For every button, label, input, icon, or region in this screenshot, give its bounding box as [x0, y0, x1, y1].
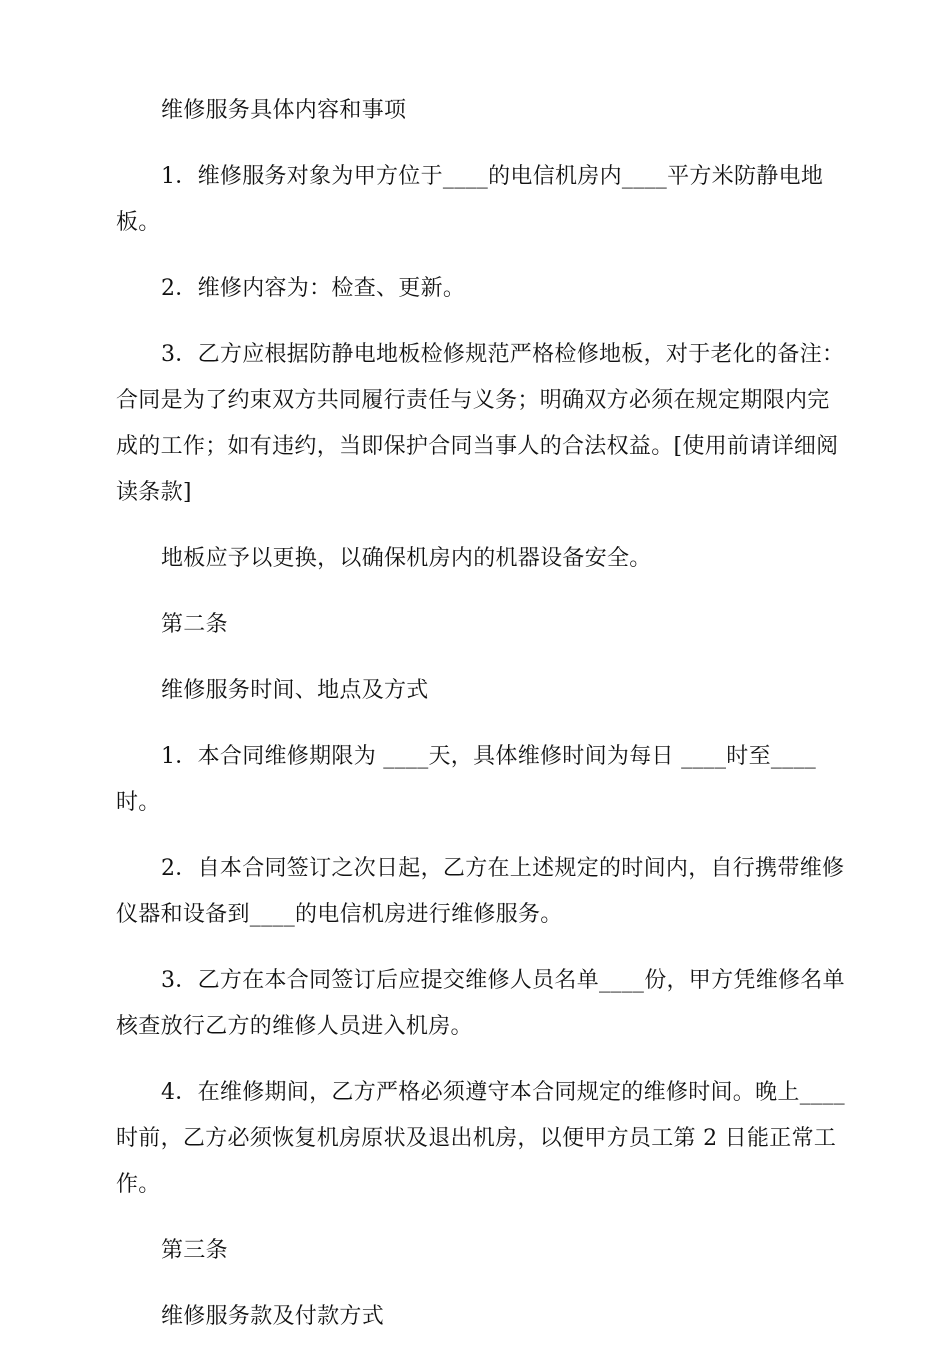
clause-1-service-object: 1．维修服务对象为甲方位于____的电信机房内____平方米防静电地板。	[116, 164, 824, 235]
clause-3-inspection: 3．乙方应根据防静电地板检修规范严格检修地板，对于老化的备注：合同是为了约束双方共同履行责任与义务；明确双方必须在规定期限内完成的工作；如有违约，当即保护合同当事人的合法权益。[使用前请详细阅读条款]	[116, 342, 845, 505]
clause-3-staff-list: 3．乙方在本合同签订后应提交维修人员名单____份，甲方凭维修名单核查放行乙方的维修人员进入机房。	[116, 968, 845, 1039]
section-heading-time-place: 维修服务时间、地点及方式	[161, 678, 429, 703]
document-page	[116, 88, 846, 1360]
clause-2-service-location: 2．自本合同签订之次日起，乙方在上述规定的时间内，自行携带维修仪器和设备到____的电信机房进行维修服务。	[116, 856, 845, 927]
paragraph-floor-replacement: 地板应予以更换，以确保机房内的机器设备安全。	[161, 546, 652, 571]
article-2-heading: 第二条	[161, 612, 228, 637]
clause-4-service-hours: 4．在维修期间，乙方严格必须遵守本合同规定的维修时间。晚上____时前，乙方必须恢复机房原状及退出机房，以便甲方员工第 2 日能正常工作。	[116, 1080, 845, 1197]
section-heading-payment: 维修服务款及付款方式	[161, 1304, 385, 1329]
clause-1-service-period: 1．本合同维修期限为 ____天，具体维修时间为每日 ____时至____时。	[116, 744, 817, 815]
section-heading-service-content: 维修服务具体内容和事项	[161, 98, 407, 123]
clause-2-service-content: 2．维修内容为：检查、更新。	[161, 276, 466, 301]
article-3-heading: 第三条	[161, 1238, 228, 1263]
